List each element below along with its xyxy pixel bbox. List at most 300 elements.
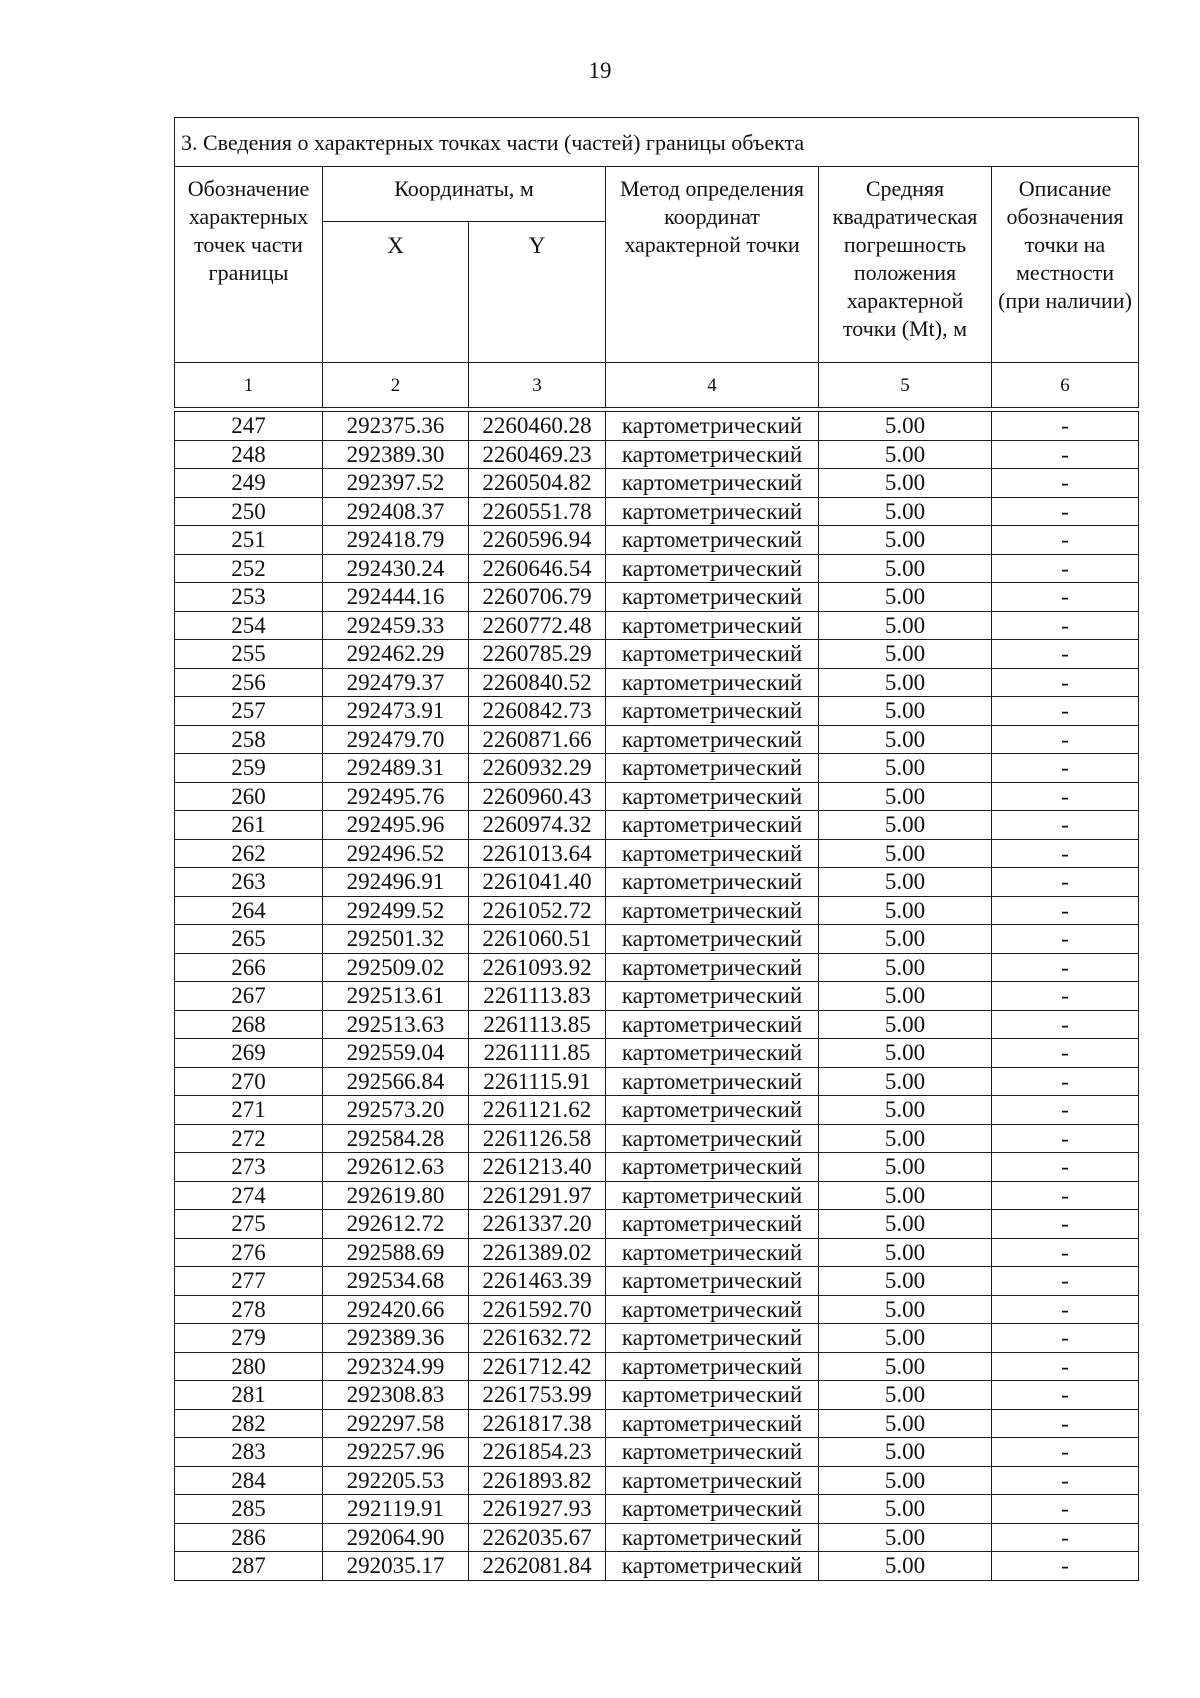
x-coordinate-cell: 292308.83 xyxy=(323,1381,469,1410)
table-row xyxy=(175,1096,1139,1125)
accuracy-cell: 5.00 xyxy=(819,782,992,811)
method-cell: картометрический xyxy=(606,839,819,868)
method-cell: картометрический xyxy=(606,754,819,783)
x-coordinate-cell: 292499.52 xyxy=(323,896,469,925)
method-cell: картометрический xyxy=(606,1352,819,1381)
x-coordinate-cell: 292420.66 xyxy=(323,1295,469,1324)
x-coordinate-cell: 292513.61 xyxy=(323,982,469,1011)
table-row xyxy=(175,611,1139,640)
accuracy-cell: 5.00 xyxy=(819,412,992,441)
method-cell: картометрический xyxy=(606,1552,819,1581)
table-row xyxy=(175,1067,1139,1096)
x-coordinate-cell: 292513.63 xyxy=(323,1010,469,1039)
y-coordinate-cell: 2261126.58 xyxy=(469,1124,606,1153)
method-cell: картометрический xyxy=(606,896,819,925)
table-row xyxy=(175,925,1139,954)
section-title: 3. Сведения о характерных точках части (частей) границы объекта xyxy=(175,118,1139,167)
description-cell: - xyxy=(992,1267,1139,1296)
table-row xyxy=(175,1153,1139,1182)
x-coordinate-cell: 292588.69 xyxy=(323,1238,469,1267)
accuracy-cell: 5.00 xyxy=(819,1181,992,1210)
method-cell: картометрический xyxy=(606,1067,819,1096)
accuracy-cell: 5.00 xyxy=(819,896,992,925)
header-x: X xyxy=(323,222,469,363)
y-coordinate-cell: 2262035.67 xyxy=(469,1523,606,1552)
point-id-cell: 281 xyxy=(175,1381,323,1410)
accuracy-cell: 5.00 xyxy=(819,754,992,783)
description-cell: - xyxy=(992,868,1139,897)
accuracy-cell: 5.00 xyxy=(819,1238,992,1267)
description-cell: - xyxy=(992,611,1139,640)
point-id-cell: 273 xyxy=(175,1153,323,1182)
method-cell: картометрический xyxy=(606,611,819,640)
x-coordinate-cell: 292119.91 xyxy=(323,1495,469,1524)
method-cell: картометрический xyxy=(606,1039,819,1068)
point-id-cell: 261 xyxy=(175,811,323,840)
description-cell: - xyxy=(992,583,1139,612)
point-id-cell: 287 xyxy=(175,1552,323,1581)
y-coordinate-cell: 2261111.85 xyxy=(469,1039,606,1068)
table-row xyxy=(175,1352,1139,1381)
accuracy-cell: 5.00 xyxy=(819,1295,992,1324)
table-row xyxy=(175,640,1139,669)
y-coordinate-cell: 2261093.92 xyxy=(469,953,606,982)
table-row xyxy=(175,497,1139,526)
y-coordinate-cell: 2261060.51 xyxy=(469,925,606,954)
description-cell: - xyxy=(992,526,1139,555)
accuracy-cell: 5.00 xyxy=(819,583,992,612)
table-row xyxy=(175,1324,1139,1353)
x-coordinate-cell: 292573.20 xyxy=(323,1096,469,1125)
column-number: 5 xyxy=(819,363,992,408)
header-coordinates: Координаты, м xyxy=(323,167,606,222)
y-coordinate-cell: 2261113.83 xyxy=(469,982,606,1011)
header-y: Y xyxy=(469,222,606,363)
table-row xyxy=(175,1409,1139,1438)
point-id-cell: 250 xyxy=(175,497,323,526)
accuracy-cell: 5.00 xyxy=(819,497,992,526)
y-coordinate-cell: 2260551.78 xyxy=(469,497,606,526)
method-cell: картометрический xyxy=(606,925,819,954)
description-cell: - xyxy=(992,1324,1139,1353)
point-id-cell: 286 xyxy=(175,1523,323,1552)
header-method: Метод определения координат характерной точки xyxy=(606,167,819,363)
x-coordinate-cell: 292496.52 xyxy=(323,839,469,868)
point-id-cell: 278 xyxy=(175,1295,323,1324)
point-id-cell: 256 xyxy=(175,668,323,697)
table-row xyxy=(175,1552,1139,1581)
description-cell: - xyxy=(992,1210,1139,1239)
method-cell: картометрический xyxy=(606,953,819,982)
y-coordinate-cell: 2261213.40 xyxy=(469,1153,606,1182)
table-row xyxy=(175,526,1139,555)
point-id-cell: 247 xyxy=(175,412,323,441)
y-coordinate-cell: 2261389.02 xyxy=(469,1238,606,1267)
table-row xyxy=(175,1381,1139,1410)
column-number: 1 xyxy=(175,363,323,408)
table-row xyxy=(175,1523,1139,1552)
column-number: 2 xyxy=(323,363,469,408)
table-row xyxy=(175,554,1139,583)
method-cell: картометрический xyxy=(606,554,819,583)
y-coordinate-cell: 2261632.72 xyxy=(469,1324,606,1353)
description-cell: - xyxy=(992,554,1139,583)
y-coordinate-cell: 2261854.23 xyxy=(469,1438,606,1467)
point-id-cell: 263 xyxy=(175,868,323,897)
point-id-cell: 265 xyxy=(175,925,323,954)
accuracy-cell: 5.00 xyxy=(819,469,992,498)
x-coordinate-cell: 292584.28 xyxy=(323,1124,469,1153)
accuracy-cell: 5.00 xyxy=(819,554,992,583)
x-coordinate-cell: 292501.32 xyxy=(323,925,469,954)
y-coordinate-cell: 2261115.91 xyxy=(469,1067,606,1096)
method-cell: картометрический xyxy=(606,1495,819,1524)
table-row xyxy=(175,982,1139,1011)
point-id-cell: 264 xyxy=(175,896,323,925)
description-cell: - xyxy=(992,640,1139,669)
accuracy-cell: 5.00 xyxy=(819,1523,992,1552)
accuracy-cell: 5.00 xyxy=(819,1352,992,1381)
x-coordinate-cell: 292035.17 xyxy=(323,1552,469,1581)
table-row xyxy=(175,412,1139,441)
description-cell: - xyxy=(992,1295,1139,1324)
description-cell: - xyxy=(992,725,1139,754)
point-id-cell: 269 xyxy=(175,1039,323,1068)
table-row xyxy=(175,1010,1139,1039)
x-coordinate-cell: 292612.63 xyxy=(323,1153,469,1182)
x-coordinate-cell: 292495.96 xyxy=(323,811,469,840)
description-cell: - xyxy=(992,1039,1139,1068)
y-coordinate-cell: 2261013.64 xyxy=(469,839,606,868)
description-cell: - xyxy=(992,697,1139,726)
accuracy-cell: 5.00 xyxy=(819,1067,992,1096)
y-coordinate-cell: 2260706.79 xyxy=(469,583,606,612)
y-coordinate-cell: 2261121.62 xyxy=(469,1096,606,1125)
x-coordinate-cell: 292389.36 xyxy=(323,1324,469,1353)
y-coordinate-cell: 2261893.82 xyxy=(469,1466,606,1495)
description-cell: - xyxy=(992,497,1139,526)
accuracy-cell: 5.00 xyxy=(819,611,992,640)
column-number: 6 xyxy=(992,363,1139,408)
column-number-row xyxy=(175,363,1139,408)
accuracy-cell: 5.00 xyxy=(819,640,992,669)
accuracy-cell: 5.00 xyxy=(819,440,992,469)
x-coordinate-cell: 292479.37 xyxy=(323,668,469,697)
description-cell: - xyxy=(992,1010,1139,1039)
point-id-cell: 255 xyxy=(175,640,323,669)
x-coordinate-cell: 292495.76 xyxy=(323,782,469,811)
x-coordinate-cell: 292064.90 xyxy=(323,1523,469,1552)
method-cell: картометрический xyxy=(606,640,819,669)
method-cell: картометрический xyxy=(606,868,819,897)
accuracy-cell: 5.00 xyxy=(819,953,992,982)
y-coordinate-cell: 2260960.43 xyxy=(469,782,606,811)
method-cell: картометрический xyxy=(606,1181,819,1210)
description-cell: - xyxy=(992,1124,1139,1153)
accuracy-cell: 5.00 xyxy=(819,1324,992,1353)
y-coordinate-cell: 2260596.94 xyxy=(469,526,606,555)
y-coordinate-cell: 2261052.72 xyxy=(469,896,606,925)
description-cell: - xyxy=(992,754,1139,783)
y-coordinate-cell: 2260842.73 xyxy=(469,697,606,726)
x-coordinate-cell: 292496.91 xyxy=(323,868,469,897)
y-coordinate-cell: 2260840.52 xyxy=(469,668,606,697)
description-cell: - xyxy=(992,1523,1139,1552)
y-coordinate-cell: 2261041.40 xyxy=(469,868,606,897)
description-cell: - xyxy=(992,1409,1139,1438)
y-coordinate-cell: 2260460.28 xyxy=(469,412,606,441)
table-row xyxy=(175,668,1139,697)
y-coordinate-cell: 2260469.23 xyxy=(469,440,606,469)
description-cell: - xyxy=(992,1238,1139,1267)
point-id-cell: 251 xyxy=(175,526,323,555)
x-coordinate-cell: 292397.52 xyxy=(323,469,469,498)
method-cell: картометрический xyxy=(606,1010,819,1039)
method-cell: картометрический xyxy=(606,782,819,811)
point-id-cell: 285 xyxy=(175,1495,323,1524)
accuracy-cell: 5.00 xyxy=(819,1039,992,1068)
table-row xyxy=(175,1466,1139,1495)
table-row xyxy=(175,1267,1139,1296)
description-cell: - xyxy=(992,1495,1139,1524)
accuracy-cell: 5.00 xyxy=(819,1495,992,1524)
point-id-cell: 277 xyxy=(175,1267,323,1296)
x-coordinate-cell: 292408.37 xyxy=(323,497,469,526)
table-row xyxy=(175,782,1139,811)
description-cell: - xyxy=(992,982,1139,1011)
point-id-cell: 253 xyxy=(175,583,323,612)
accuracy-cell: 5.00 xyxy=(819,1010,992,1039)
method-cell: картометрический xyxy=(606,1124,819,1153)
table-row xyxy=(175,697,1139,726)
method-cell: картометрический xyxy=(606,1153,819,1182)
x-coordinate-cell: 292566.84 xyxy=(323,1067,469,1096)
y-coordinate-cell: 2260974.32 xyxy=(469,811,606,840)
accuracy-cell: 5.00 xyxy=(819,1267,992,1296)
x-coordinate-cell: 292418.79 xyxy=(323,526,469,555)
description-cell: - xyxy=(992,811,1139,840)
x-coordinate-cell: 292444.16 xyxy=(323,583,469,612)
description-cell: - xyxy=(992,925,1139,954)
point-id-cell: 280 xyxy=(175,1352,323,1381)
y-coordinate-cell: 2261712.42 xyxy=(469,1352,606,1381)
x-coordinate-cell: 292534.68 xyxy=(323,1267,469,1296)
x-coordinate-cell: 292205.53 xyxy=(323,1466,469,1495)
table-row xyxy=(175,1295,1139,1324)
point-id-cell: 271 xyxy=(175,1096,323,1125)
y-coordinate-cell: 2261592.70 xyxy=(469,1295,606,1324)
method-cell: картометрический xyxy=(606,1381,819,1410)
method-cell: картометрический xyxy=(606,526,819,555)
point-id-cell: 254 xyxy=(175,611,323,640)
x-coordinate-cell: 292462.29 xyxy=(323,640,469,669)
page-number: 19 xyxy=(588,58,612,83)
description-cell: - xyxy=(992,1381,1139,1410)
method-cell: картометрический xyxy=(606,668,819,697)
y-coordinate-cell: 2261927.93 xyxy=(469,1495,606,1524)
method-cell: картометрический xyxy=(606,1466,819,1495)
x-coordinate-cell: 292489.31 xyxy=(323,754,469,783)
points-table xyxy=(174,117,1139,1581)
accuracy-cell: 5.00 xyxy=(819,1153,992,1182)
point-id-cell: 274 xyxy=(175,1181,323,1210)
method-cell: картометрический xyxy=(606,583,819,612)
method-cell: картометрический xyxy=(606,1210,819,1239)
x-coordinate-cell: 292297.58 xyxy=(323,1409,469,1438)
method-cell: картометрический xyxy=(606,412,819,441)
point-id-cell: 249 xyxy=(175,469,323,498)
table-body xyxy=(175,412,1139,1581)
table-row xyxy=(175,868,1139,897)
accuracy-cell: 5.00 xyxy=(819,725,992,754)
method-cell: картометрический xyxy=(606,1295,819,1324)
accuracy-cell: 5.00 xyxy=(819,1096,992,1125)
point-id-cell: 270 xyxy=(175,1067,323,1096)
y-coordinate-cell: 2260646.54 xyxy=(469,554,606,583)
description-cell: - xyxy=(992,1096,1139,1125)
x-coordinate-cell: 292257.96 xyxy=(323,1438,469,1467)
method-cell: картометрический xyxy=(606,1409,819,1438)
y-coordinate-cell: 2262081.84 xyxy=(469,1552,606,1581)
table-row xyxy=(175,583,1139,612)
description-cell: - xyxy=(992,469,1139,498)
point-id-cell: 260 xyxy=(175,782,323,811)
method-cell: картометрический xyxy=(606,982,819,1011)
point-id-cell: 284 xyxy=(175,1466,323,1495)
method-cell: картометрический xyxy=(606,1324,819,1353)
accuracy-cell: 5.00 xyxy=(819,1409,992,1438)
y-coordinate-cell: 2261291.97 xyxy=(469,1181,606,1210)
point-id-cell: 262 xyxy=(175,839,323,868)
accuracy-cell: 5.00 xyxy=(819,811,992,840)
column-number: 4 xyxy=(606,363,819,408)
x-coordinate-cell: 292509.02 xyxy=(323,953,469,982)
table-row xyxy=(175,1438,1139,1467)
x-coordinate-cell: 292324.99 xyxy=(323,1352,469,1381)
accuracy-cell: 5.00 xyxy=(819,839,992,868)
table-row xyxy=(175,440,1139,469)
point-id-cell: 257 xyxy=(175,697,323,726)
y-coordinate-cell: 2260785.29 xyxy=(469,640,606,669)
y-coordinate-cell: 2261463.39 xyxy=(469,1267,606,1296)
y-coordinate-cell: 2261113.85 xyxy=(469,1010,606,1039)
table-row xyxy=(175,896,1139,925)
accuracy-cell: 5.00 xyxy=(819,697,992,726)
point-id-cell: 275 xyxy=(175,1210,323,1239)
accuracy-cell: 5.00 xyxy=(819,982,992,1011)
table-row xyxy=(175,1495,1139,1524)
x-coordinate-cell: 292473.91 xyxy=(323,697,469,726)
table-header xyxy=(175,118,1139,412)
table-row xyxy=(175,1181,1139,1210)
method-cell: картометрический xyxy=(606,1523,819,1552)
point-id-cell: 248 xyxy=(175,440,323,469)
y-coordinate-cell: 2260871.66 xyxy=(469,725,606,754)
table-row xyxy=(175,1039,1139,1068)
point-id-cell: 279 xyxy=(175,1324,323,1353)
y-coordinate-cell: 2261337.20 xyxy=(469,1210,606,1239)
table-row xyxy=(175,754,1139,783)
header-accuracy: Средняя квадратическая погрешность положения характерной точки (Mt), м xyxy=(819,167,992,363)
x-coordinate-cell: 292375.36 xyxy=(323,412,469,441)
method-cell: картометрический xyxy=(606,1238,819,1267)
description-cell: - xyxy=(992,412,1139,441)
point-id-cell: 267 xyxy=(175,982,323,1011)
accuracy-cell: 5.00 xyxy=(819,1438,992,1467)
table-row xyxy=(175,469,1139,498)
description-cell: - xyxy=(992,440,1139,469)
description-cell: - xyxy=(992,1466,1139,1495)
accuracy-cell: 5.00 xyxy=(819,1124,992,1153)
table-row xyxy=(175,1210,1139,1239)
x-coordinate-cell: 292430.24 xyxy=(323,554,469,583)
x-coordinate-cell: 292459.33 xyxy=(323,611,469,640)
column-number: 3 xyxy=(469,363,606,408)
table-row xyxy=(175,839,1139,868)
x-coordinate-cell: 292559.04 xyxy=(323,1039,469,1068)
method-cell: картометрический xyxy=(606,1267,819,1296)
x-coordinate-cell: 292612.72 xyxy=(323,1210,469,1239)
description-cell: - xyxy=(992,896,1139,925)
table-row xyxy=(175,1124,1139,1153)
y-coordinate-cell: 2260504.82 xyxy=(469,469,606,498)
description-cell: - xyxy=(992,953,1139,982)
header-description: Описание обозначения точки на местности (при наличии) xyxy=(992,167,1139,363)
point-id-cell: 282 xyxy=(175,1409,323,1438)
point-id-cell: 252 xyxy=(175,554,323,583)
point-id-cell: 259 xyxy=(175,754,323,783)
description-cell: - xyxy=(992,1181,1139,1210)
point-id-cell: 283 xyxy=(175,1438,323,1467)
accuracy-cell: 5.00 xyxy=(819,1466,992,1495)
method-cell: картометрический xyxy=(606,440,819,469)
accuracy-cell: 5.00 xyxy=(819,1381,992,1410)
y-coordinate-cell: 2261817.38 xyxy=(469,1409,606,1438)
accuracy-cell: 5.00 xyxy=(819,526,992,555)
description-cell: - xyxy=(992,1352,1139,1381)
description-cell: - xyxy=(992,1438,1139,1467)
table-row xyxy=(175,811,1139,840)
table-row xyxy=(175,1238,1139,1267)
x-coordinate-cell: 292619.80 xyxy=(323,1181,469,1210)
x-coordinate-cell: 292479.70 xyxy=(323,725,469,754)
method-cell: картометрический xyxy=(606,497,819,526)
accuracy-cell: 5.00 xyxy=(819,868,992,897)
table-row xyxy=(175,725,1139,754)
point-id-cell: 266 xyxy=(175,953,323,982)
accuracy-cell: 5.00 xyxy=(819,668,992,697)
point-id-cell: 272 xyxy=(175,1124,323,1153)
method-cell: картометрический xyxy=(606,697,819,726)
method-cell: картометрический xyxy=(606,1438,819,1467)
header-point-designation: Обозначение характерных точек части границы xyxy=(175,167,323,363)
point-id-cell: 268 xyxy=(175,1010,323,1039)
x-coordinate-cell: 292389.30 xyxy=(323,440,469,469)
method-cell: картометрический xyxy=(606,811,819,840)
method-cell: картометрический xyxy=(606,1096,819,1125)
point-id-cell: 276 xyxy=(175,1238,323,1267)
y-coordinate-cell: 2260932.29 xyxy=(469,754,606,783)
y-coordinate-cell: 2261753.99 xyxy=(469,1381,606,1410)
y-coordinate-cell: 2260772.48 xyxy=(469,611,606,640)
description-cell: - xyxy=(992,839,1139,868)
method-cell: картометрический xyxy=(606,469,819,498)
point-id-cell: 258 xyxy=(175,725,323,754)
method-cell: картометрический xyxy=(606,725,819,754)
description-cell: - xyxy=(992,1552,1139,1581)
description-cell: - xyxy=(992,782,1139,811)
description-cell: - xyxy=(992,1153,1139,1182)
